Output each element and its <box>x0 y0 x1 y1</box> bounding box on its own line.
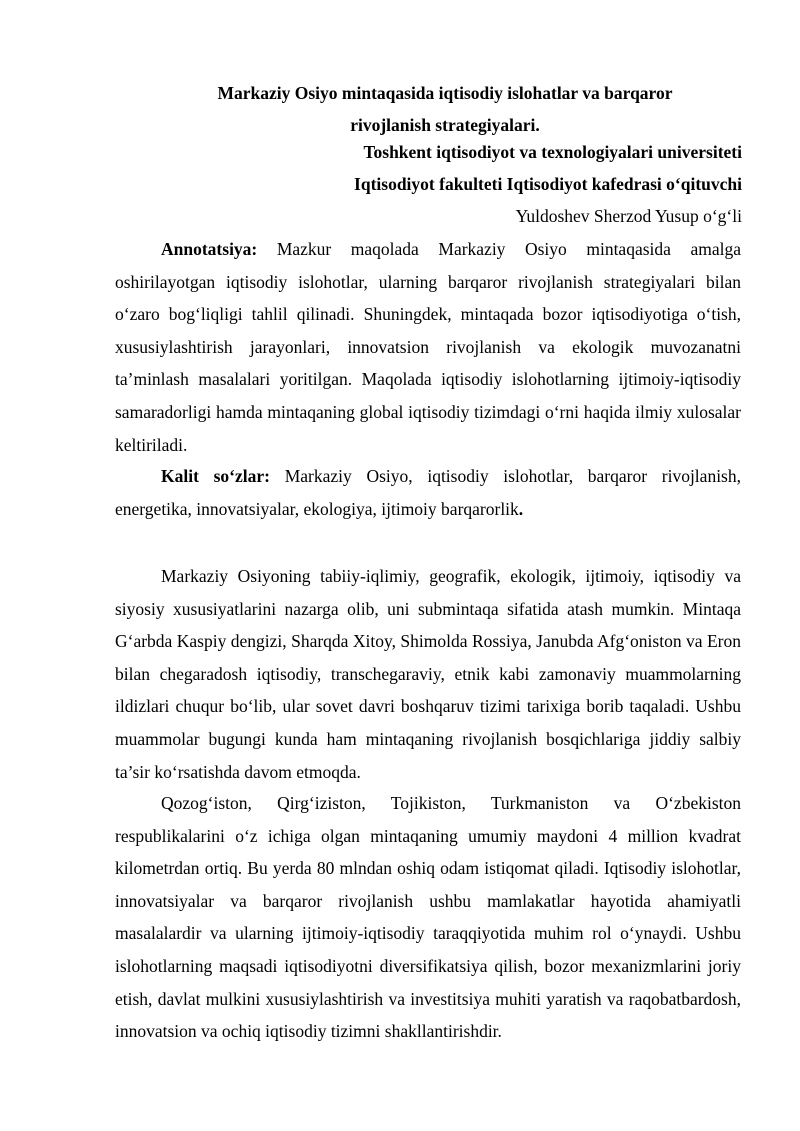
paragraph-1-text: Markaziy Osiyoning tabiiy-iqlimiy, geografik, ekologik, ijtimoiy, iqtisodiy va siyosiy xususiyatlarini nazarga olib, uni submintaqa sifatida atash mumkin. Mintaqa G‘arbda Kaspiy dengizi, Sharqda Xitoy, Shimolda Rossiya, Janubda Afg‘oniston va Eron bilan chegaradosh iqtisodiy, transchegaraviy, etnik kabi zamonaviy muammolarning ildizlari chuqur bo‘lib, ular sovet davri boshqaruv tizimi tarixiga borib taqaladi. Ushbu muammolar bugungi kunda ham mintaqaning rivojlanish bosqichlariga jiddiy salbiy ta’sir ko‘rsatishda davom etmoqda. <box>115 566 741 782</box>
title-line-2: rivojlanish strategiyalari. <box>350 115 540 135</box>
keywords-paragraph <box>115 460 741 525</box>
author-name: Yuldoshev Sherzod Yusup o‘g‘li <box>515 206 742 226</box>
keywords-label: Kalit so‘zlar: <box>161 466 270 486</box>
abstract-paragraph <box>115 233 741 461</box>
abstract-label: Annotatsiya: <box>161 239 258 259</box>
affiliation-department: Iqtisodiyot fakulteti Iqtisodiyot kafedrasi o‘qituvchi <box>354 174 742 194</box>
affiliation-university: Toshkent iqtisodiyot va texnologiyalari universiteti <box>363 142 742 162</box>
abstract-text: Mazkur maqolada Markaziy Osiyo mintaqasida amalga oshirilayotgan iqtisodiy islohotlar, ularning barqaror rivojlanish strategiyalari bilan o‘zaro bog‘liqligi tahlil qilinadi. Shuningdek, mintaqada bozor iqtisodiyotiga o‘tish, xususiylashtirish jarayonlari, innovatsion rivojlanish va ekologik muvozanatni ta’minlash masalalari yoritilgan. Maqolada iqtisodiy islohotlarning ijtimoiy-iqtisodiy samaradorligi hamda mintaqaning global iqtisodiy tizimdagi o‘rni haqida ilmiy xulosalar keltiriladi. <box>115 239 741 455</box>
keywords-end: . <box>518 498 524 519</box>
keywords-text: Markaziy Osiyo, iqtisodiy islohotlar, barqaror rivojlanish, energetika, innovatsiyalar, ekologiya, ijtimoiy barqarorlik <box>115 466 741 519</box>
paragraph-2-text: Qozog‘iston, Qirg‘iziston, Tojikiston, Turkmaniston va O‘zbekiston respublikalarini o‘z ichiga olgan mintaqaning umumiy maydoni 4 million kvadrat kilometrdan ortiq. Bu yerda 80 mlndan oshiq odam istiqomat qiladi. Iqtisodiy islohotlar, innovatsiyalar va barqaror rivojlanish ushbu mamlakatlar hayotida ahamiyatli masalalardir va ularning ijtimoiy-iqtisodiy taraqqiyotida muhim rol o‘ynaydi. Ushbu islohotlarning maqsadi iqtisodiyotni diversifikatsiya qilish, bozor mexanizmlarini joriy etish, davlat mulkini xususiylashtirish va investitsiya muhiti yaratish va raqobatbardosh, innovatsion va ochiq iqtisodiy tizimni shakllantirishdir. <box>115 793 741 1042</box>
title-line-1: Markaziy Osiyo mintaqasida iqtisodiy islohatlar va barqaror <box>217 83 673 103</box>
body-paragraph-1 <box>115 560 741 788</box>
article-title <box>120 77 740 141</box>
body-paragraph-2 <box>115 787 741 1048</box>
